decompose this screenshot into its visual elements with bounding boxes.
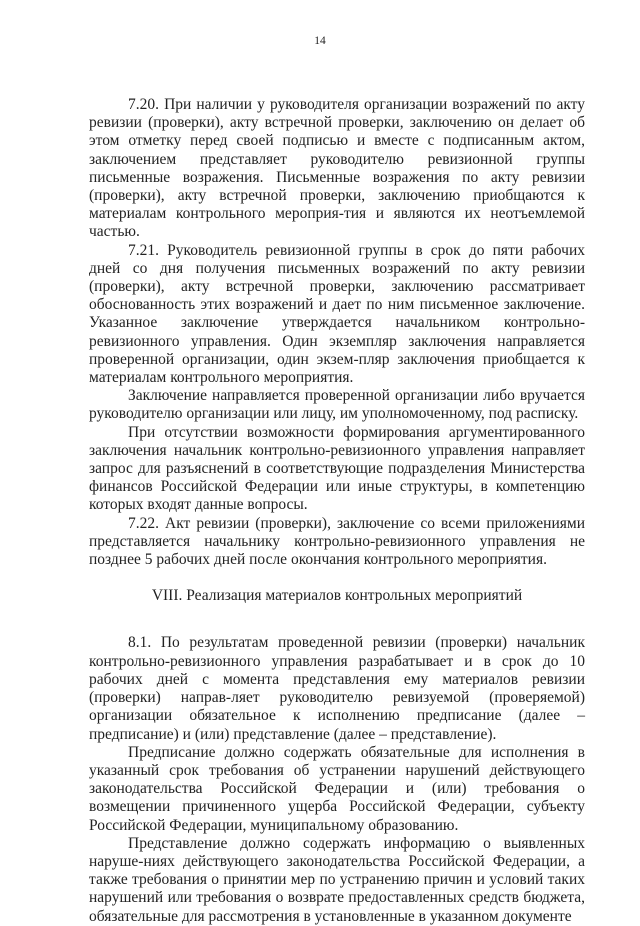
- paragraph-conclusion-delivery: Заключение направляется проверенной организации либо вручается руководителю организации или лицу, им уполномоченному, под расписку.: [89, 387, 585, 423]
- paragraph-no-argumented-conclusion: При отсутствии возможности формирования аргументированного заключения начальник контрольно-ревизионного управления направляет запрос для разъяснений в соответствующие подразделения Министерства финансов Российской Федерации или иные структуры, в компетенцию которых входят данные вопросы.: [89, 423, 585, 514]
- page-number: 14: [314, 35, 326, 47]
- paragraph-7-20: 7.20. При наличии у руководителя организации возражений по акту ревизии (проверки), акту встречной проверки, заключению он делает об этом отметку перед своей подписью и вместе с подписанным актом, заключением представляет руководителю ревизионной группы письменные возражения. Письменные возражения по акту ревизии (проверки), акту встречной проверки, заключению приобщаются к материалам контрольного мероприя-тия и являются их неотъемлемой частью.: [89, 96, 585, 241]
- document-body: [89, 96, 585, 926]
- paragraph-representation: Представление должно содержать информацию о выявленных наруше-ниях действующего законодательства Российской Федерации, а также требования о принятии мер по устранению причин и условий таких нарушений или требования о возврате предоставленных средств бюджета, обязательные для рассмотрения в установленные в указанном документе: [89, 834, 585, 925]
- paragraph-prescription: Предписание должно содержать обязательные для исполнения в указанный срок требования об устранении нарушений действующего законодательства Российской Федерации и (или) требования о возмещении причиненного ущерба Российской Федерации, субъекту Российской Федерации, муниципальному образованию.: [89, 743, 585, 834]
- section-title: VIII. Реализация материалов контрольных мероприятий: [151, 587, 523, 605]
- paragraph-7-22: 7.22. Акт ревизии (проверки), заключение со всеми приложениями представляется начальнику контрольно-ревизионного управления не позднее 5 рабочих дней после окончания контрольного мероприятия.: [89, 514, 585, 569]
- paragraph-8-1: 8.1. По результатам проведенной ревизии (проверки) начальник контрольно-ревизионного управления разрабатывает и в срок до 10 рабочих дней с момента представления ему материалов ревизии (проверки) направ-ляет руководителю ревизуемой (проверяемой) организации обязательное к исполнению предписание (далее – предписание) и (или) представление (далее – представление).: [89, 634, 585, 743]
- paragraph-7-21: 7.21. Руководитель ревизионной группы в срок до пяти рабочих дней со дня получения письменных возражений по акту ревизии (проверки), акту встречной проверки, заключению рассматривает обоснованность этих возражений и дает по ним письменное заключение. Указанное заключение утверждается начальником контрольно-ревизионного управления. Один экземпляр заключения направляется проверенной организации, один экзем-пляр заключения приобщается к материалам контрольного мероприятия.: [89, 241, 585, 387]
